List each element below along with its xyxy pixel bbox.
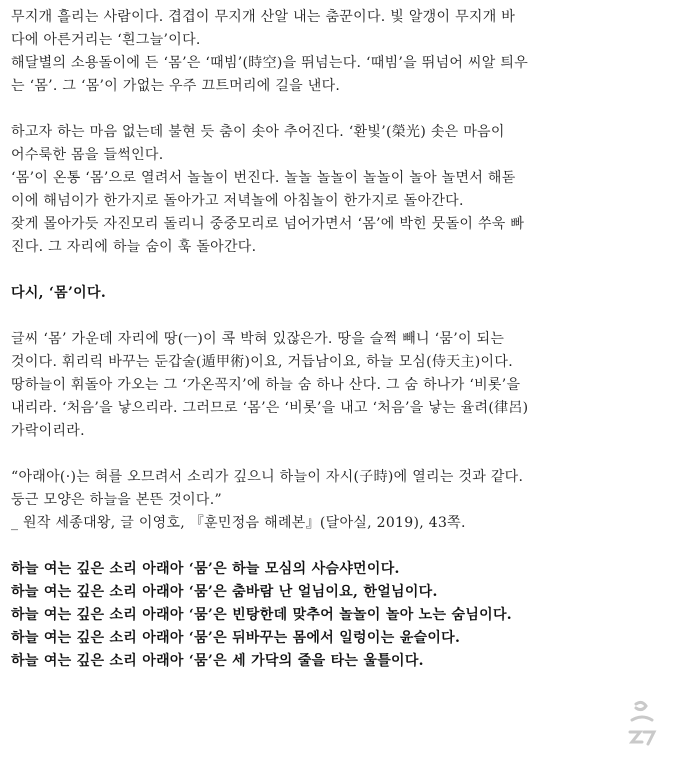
paragraph-gap	[11, 259, 671, 282]
text-line: 땅하늘이 휘돌아 가오는 그 ‘가온꼭지’에 하늘 숨 하나 산다. 그 숨 하나가 ‘비롯’을	[11, 377, 521, 393]
paragraph-3	[11, 328, 671, 443]
quote-citation: _ 원작 세종대왕, 글 이영호, 『훈민정음 해례본』(달아실, 2019), 43쪽.	[11, 515, 466, 531]
text-line: 는 ‘몸’. 그 ‘몸’이 가없는 우주 끄트머리에 길을 낸다.	[11, 78, 341, 94]
text-line: 어수룩한 몸을 들썩인다.	[11, 147, 164, 163]
text-line: 해달별의 소용돌이에 든 ‘몸’은 ‘때빔’(時空)을 뛰넘는다. ‘때빔’을 뛰넘어 씨알 틔우	[11, 55, 529, 71]
quote-line: “아래아(·)는 혀를 오므려서 소리가 깊으니 하늘이 자시(子時)에 열리는 것과 같다.	[11, 469, 524, 485]
text-line: 이에 해넘이가 한가지로 돌아가고 저녁놀에 아침놀이 한가지로 돌아간다.	[11, 193, 464, 209]
text-line: 무지개 흘리는 사람이다. 겹겹이 무지개 산알 내는 춤꾼이다. 빛 알갱이 무지개 바	[11, 9, 516, 25]
stanza-line: 하늘 여는 깊은 소리 아래아 ‘뭄’은 뒤바꾸는 몸에서 일렁이는 윤슬이다.	[11, 630, 461, 646]
text-line: 잦게 몰아가듯 자진모리 돌리니 중중모리로 넘어가면서 ‘몸’에 박힌 뭇돌이 쑤욱 빠	[11, 216, 525, 232]
stanza-line: 하늘 여는 깊은 소리 아래아 ‘뭄’은 춤바람 난 얼님이요, 한얼님이다.	[11, 584, 438, 600]
text-line: 것이다. 휘리릭 바꾸는 둔갑술(遁甲術)이요, 거듭남이요, 하늘 모심(侍天主)이다.	[11, 354, 513, 370]
quotation	[11, 466, 671, 535]
quote-line: 둥근 모양은 하늘을 본뜬 것이다.”	[11, 492, 222, 508]
text-line: 가락이리라.	[11, 423, 85, 439]
paragraph-gap	[11, 443, 671, 466]
stanza-line: 하늘 여는 깊은 소리 아래아 ‘뭄’은 하늘 모심의 사슴샤먼이다.	[11, 561, 400, 577]
paragraph-gap	[11, 535, 671, 558]
stanza-line: 하늘 여는 깊은 소리 아래아 ‘뭄’은 빈탕한데 맞추어 놀놀이 놀아 노는 숨님이다.	[11, 607, 512, 623]
text-line: 글씨 ‘몸’ 가운데 자리에 땅(ㅡ)이 콕 박혀 있잖은가. 땅을 슬쩍 빼니 ‘뭄’이 되는	[11, 331, 505, 347]
document-body	[11, 6, 671, 673]
paragraph-1	[11, 6, 671, 98]
hangul-watermark-icon	[624, 698, 660, 748]
text-line: 하고자 하는 마음 없는데 불현 듯 춤이 솟아 추어진다. ‘환빛’(榮光) 솟은 마음이	[11, 124, 505, 140]
stanza-line: 하늘 여는 깊은 소리 아래아 ‘뭄’은 세 가닥의 줄을 타는 울틀이다.	[11, 653, 424, 669]
paragraph-2	[11, 121, 671, 259]
section-heading: 다시, ‘몸’이다.	[11, 285, 106, 301]
closing-stanza	[11, 558, 671, 673]
text-line: ‘몸’이 온통 ‘몸’으로 열려서 놀놀이 번진다. 놀놀 놀놀이 놀놀이 놀아 놀면서 해돋	[11, 170, 516, 186]
text-line: 진다. 그 자리에 하늘 숨이 훅 돌아간다.	[11, 239, 257, 255]
text-line: 다에 아른거리는 ‘흰그늘’이다.	[11, 32, 201, 48]
paragraph-gap	[11, 98, 671, 121]
text-line: 내리라. ‘처음’을 낳으리라. 그러므로 ‘몸’은 ‘비롯’을 내고 ‘처음’을 낳는 율려(律呂)	[11, 400, 529, 416]
paragraph-gap	[11, 305, 671, 328]
